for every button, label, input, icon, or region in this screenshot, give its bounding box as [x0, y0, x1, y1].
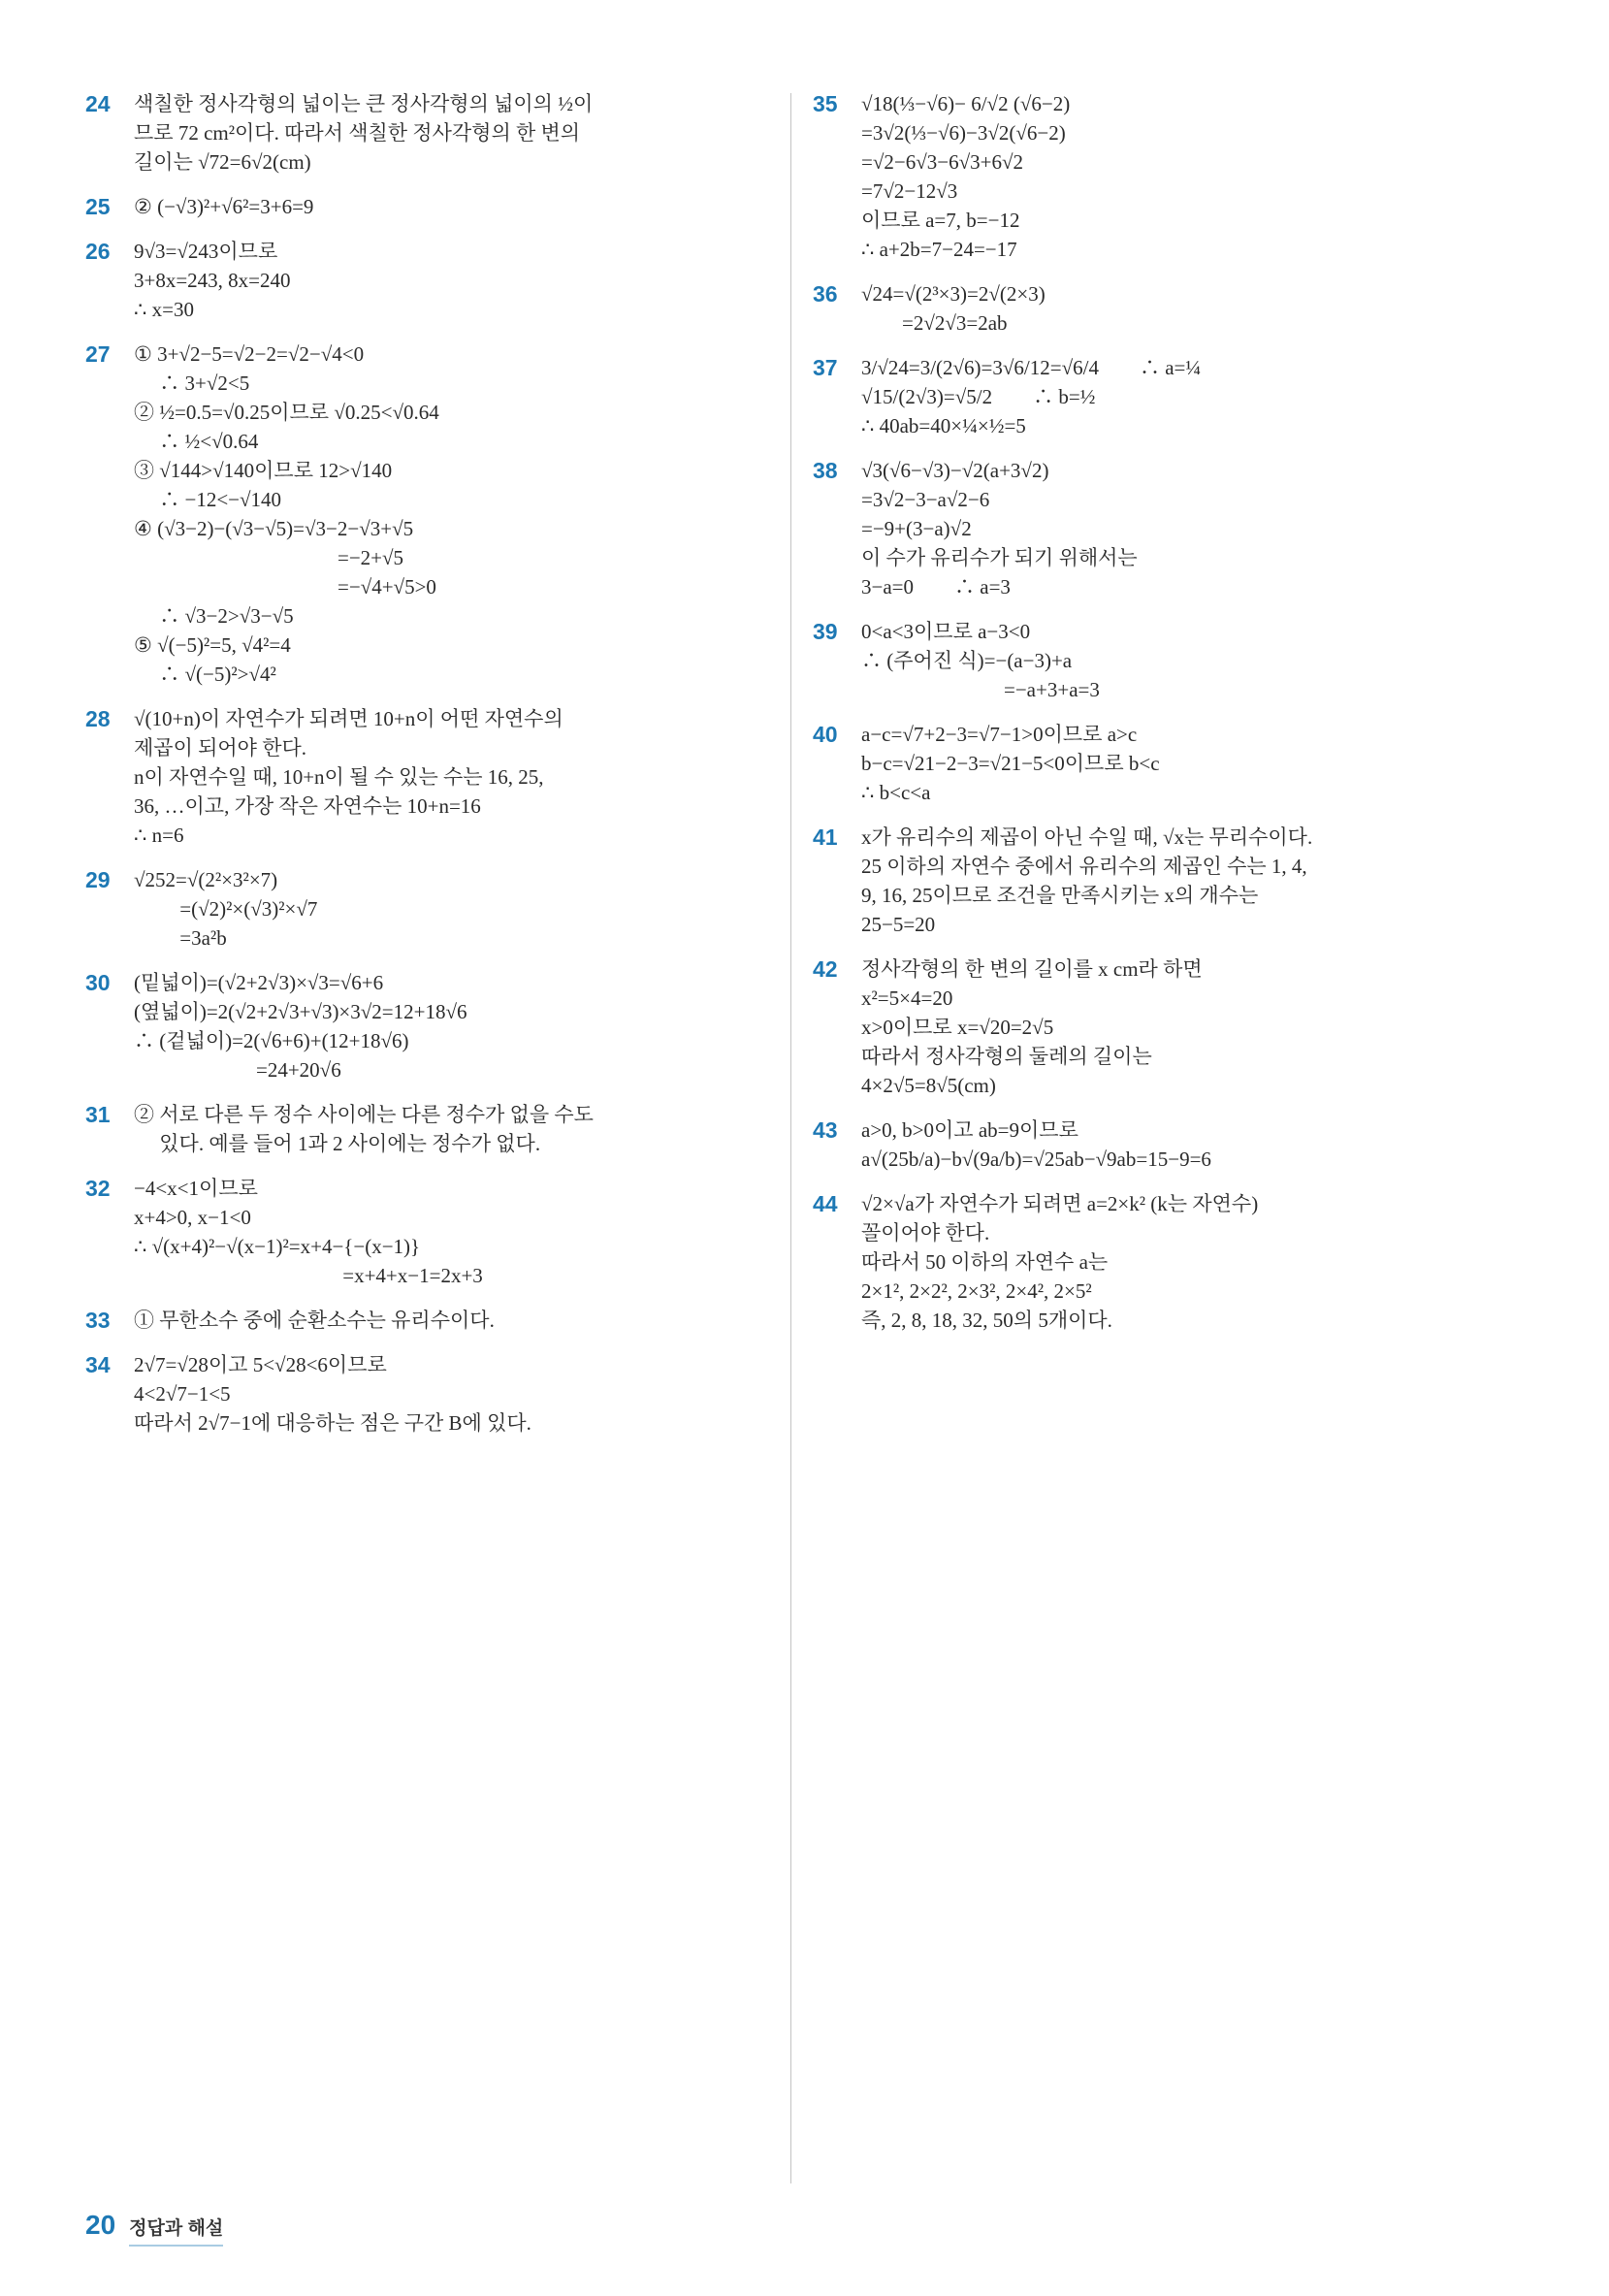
- solution-line: ② (−√3)²+√6²=3+6=9: [134, 195, 314, 218]
- solution-line: √(10+n)이 자연수가 되려면 10+n이 어떤 자연수의: [134, 707, 563, 730]
- solution-line: 2×1², 2×2², 2×3², 2×4², 2×5²: [861, 1279, 1092, 1303]
- problem-body: [134, 1100, 769, 1158]
- problem-number: 41: [813, 825, 838, 850]
- problem-body: [861, 1189, 1496, 1335]
- problem-43: [813, 1116, 1496, 1174]
- content-area: [85, 89, 1540, 2183]
- solution-line: =24+20√6: [134, 1058, 341, 1082]
- solution-line: 따라서 정사각형의 둘레의 길이는: [861, 1045, 1152, 1068]
- problem-number: 28: [85, 706, 111, 731]
- solution-line: ∴ x=30: [134, 298, 194, 321]
- problem-body: [134, 340, 769, 689]
- solution-line: a√(25b/a)−b√(9a/b)=√25ab−√9ab=15−9=6: [861, 1148, 1211, 1171]
- problem-number: 31: [85, 1102, 111, 1127]
- solution-line: =3√2(⅓−√6)−3√2(√6−2): [861, 121, 1066, 145]
- solution-line: ② 서로 다른 두 정수 사이에는 다른 정수가 없을 수도: [134, 1103, 594, 1126]
- problem-body: [134, 704, 769, 850]
- solution-line: 길이는 √72=6√2(cm): [134, 150, 311, 174]
- solution-line: 3/√24=3/(2√6)=3√6/12=√6/4 ∴ a=¼: [861, 356, 1202, 379]
- problem-38: [813, 456, 1496, 601]
- solution-line: √252=√(2²×3²×7): [134, 868, 278, 891]
- problem-body: [134, 865, 769, 953]
- problem-body: [134, 1174, 769, 1290]
- solution-line: 따라서 50 이하의 자연수 a는: [861, 1250, 1109, 1274]
- solution-line: ∴ √(−5)²>√4²: [134, 663, 276, 686]
- problem-28: [85, 704, 769, 850]
- problem-body: [861, 456, 1496, 601]
- solution-line: 꼴이어야 한다.: [861, 1221, 990, 1245]
- solution-line: ② ½=0.5=√0.25이므로 √0.25<√0.64: [134, 401, 439, 424]
- solution-line: ∴ (주어진 식)=−(a−3)+a: [861, 649, 1073, 672]
- problem-body: [861, 89, 1496, 264]
- problem-number: 39: [813, 619, 838, 644]
- problem-number: 29: [85, 867, 111, 892]
- solution-line: ∴ (겉넓이)=2(√6+6)+(12+18√6): [134, 1029, 409, 1052]
- problem-33: [85, 1306, 769, 1335]
- problem-body: [861, 720, 1496, 807]
- problem-number: 34: [85, 1352, 111, 1377]
- problem-number: 38: [813, 458, 838, 483]
- solution-line: 즉, 2, 8, 18, 32, 50의 5개이다.: [861, 1309, 1112, 1332]
- solution-line: ∴ a+2b=7−24=−17: [861, 238, 1017, 261]
- problem-32: [85, 1174, 769, 1290]
- solution-line: ① 3+√2−5=√2−2=√2−√4<0: [134, 342, 365, 366]
- solution-line: =3a²b: [134, 926, 227, 950]
- solution-line: ③ √144>√140이므로 12>√140: [134, 459, 393, 482]
- problem-31: [85, 1100, 769, 1158]
- solution-line: ∴ 3+√2<5: [134, 372, 250, 395]
- problem-26: [85, 237, 769, 324]
- problem-body: [861, 617, 1496, 704]
- problem-number: 35: [813, 91, 838, 116]
- solution-line: x가 유리수의 제곱이 아닌 수일 때, √x는 무리수이다.: [861, 825, 1313, 849]
- solution-line: ∴ 40ab=40×¼×½=5: [861, 414, 1026, 437]
- right-column: [813, 89, 1496, 1350]
- solution-line: =−2+√5: [134, 546, 404, 569]
- solution-line: =√2−6√3−6√3+6√2: [861, 150, 1023, 174]
- problem-37: [813, 353, 1496, 440]
- solution-line: =x+4+x−1=2x+3: [134, 1264, 483, 1287]
- solution-line: 제곱이 되어야 한다.: [134, 736, 307, 760]
- problem-number: 33: [85, 1308, 111, 1333]
- solution-line: ④ (√3−2)−(√3−√5)=√3−2−√3+√5: [134, 517, 414, 540]
- solution-line: √18(⅓−√6)− 6/√2 (√6−2): [861, 92, 1071, 115]
- solution-line: x²=5×4=20: [861, 986, 953, 1010]
- problem-24: [85, 89, 769, 177]
- problem-body: [134, 1306, 769, 1335]
- solution-line: 9, 16, 25이므로 조건을 만족시키는 x의 개수는: [861, 884, 1259, 907]
- problem-number: 42: [813, 956, 838, 982]
- problem-body: [134, 192, 769, 221]
- problem-number: 43: [813, 1117, 838, 1143]
- problem-number: 24: [85, 91, 111, 116]
- solution-line: =7√2−12√3: [861, 179, 958, 203]
- solution-line: ∴ √3−2>√3−√5: [134, 604, 294, 628]
- solution-line: ∴ −12<−√140: [134, 488, 282, 511]
- solution-line: b−c=√21−2−3=√21−5<0이므로 b<c: [861, 752, 1160, 775]
- solution-line: √3(√6−√3)−√2(a+3√2): [861, 459, 1049, 482]
- problem-number: 44: [813, 1191, 838, 1216]
- solution-line: =2√2√3=2ab: [861, 311, 1008, 335]
- solution-line: n이 자연수일 때, 10+n이 될 수 있는 수는 16, 25,: [134, 765, 544, 789]
- solution-line: ① 무한소수 중에 순환소수는 유리수이다.: [134, 1309, 495, 1332]
- solution-line: 2√7=√28이고 5<√28<6이므로: [134, 1353, 387, 1376]
- solution-line: x>0이므로 x=√20=2√5: [861, 1016, 1054, 1039]
- solution-line: 36, …이고, 가장 작은 자연수는 10+n=16: [134, 794, 481, 818]
- problem-number: 27: [85, 341, 111, 367]
- solution-line: 따라서 2√7−1에 대응하는 점은 구간 B에 있다.: [134, 1411, 531, 1435]
- solution-line: 25−5=20: [861, 913, 936, 936]
- column-divider: [790, 93, 791, 2183]
- problem-39: [813, 617, 1496, 704]
- solution-line: 므로 72 cm²이다. 따라서 색칠한 정사각형의 한 변의: [134, 121, 581, 145]
- solution-line: ∴ ½<√0.64: [134, 430, 259, 453]
- problem-number: 26: [85, 239, 111, 264]
- footer-label: 정답과 해설: [129, 2214, 223, 2247]
- solution-line: a>0, b>0이고 ab=9이므로: [861, 1118, 1078, 1142]
- problem-29: [85, 865, 769, 953]
- problem-number: 36: [813, 281, 838, 307]
- solution-line: √24=√(2³×3)=2√(2×3): [861, 282, 1046, 306]
- solution-line: =(√2)²×(√3)²×√7: [134, 897, 318, 921]
- solution-line: 정사각형의 한 변의 길이를 x cm라 하면: [861, 957, 1203, 981]
- page-footer: [85, 2210, 223, 2247]
- left-column: [85, 89, 769, 1453]
- solution-line: 4×2√5=8√5(cm): [861, 1074, 996, 1097]
- problem-36: [813, 279, 1496, 338]
- solution-line: (옆넓이)=2(√2+2√3+√3)×3√2=12+18√6: [134, 1000, 467, 1023]
- solution-line: =−√4+√5>0: [134, 575, 436, 598]
- problem-number: 30: [85, 970, 111, 995]
- problem-body: [134, 89, 769, 177]
- problem-25: [85, 192, 769, 221]
- problem-number: 37: [813, 355, 838, 380]
- solution-line: =−9+(3−a)√2: [861, 517, 972, 540]
- problem-40: [813, 720, 1496, 807]
- problem-body: [134, 237, 769, 324]
- solution-line: 있다. 예를 들어 1과 2 사이에는 정수가 없다.: [134, 1132, 541, 1155]
- solution-line: a−c=√7+2−3=√7−1>0이므로 a>c: [861, 723, 1138, 746]
- solution-line: 25 이하의 자연수 중에서 유리수의 제곱인 수는 1, 4,: [861, 855, 1307, 878]
- problem-body: [861, 279, 1496, 338]
- problem-42: [813, 954, 1496, 1100]
- problem-30: [85, 968, 769, 1084]
- solution-line: ∴ n=6: [134, 824, 184, 847]
- solution-line: 3−a=0 ∴ a=3: [861, 575, 1011, 598]
- solution-line: x+4>0, x−1<0: [134, 1206, 251, 1229]
- problem-number: 40: [813, 722, 838, 747]
- solution-line: 4<2√7−1<5: [134, 1382, 231, 1406]
- problem-41: [813, 823, 1496, 939]
- solution-line: (밑넓이)=(√2+2√3)×√3=√6+6: [134, 971, 384, 994]
- solution-line: 색칠한 정사각형의 넓이는 큰 정사각형의 넓이의 ½이: [134, 92, 594, 115]
- solution-line: 3+8x=243, 8x=240: [134, 269, 291, 292]
- problem-body: [134, 1350, 769, 1438]
- page-number: 20: [85, 2210, 116, 2240]
- solution-line: 0<a<3이므로 a−3<0: [861, 620, 1031, 643]
- problem-27: [85, 340, 769, 689]
- solution-line: 9√3=√243이므로: [134, 240, 278, 263]
- problem-body: [861, 353, 1496, 440]
- problem-34: [85, 1350, 769, 1438]
- problem-body: [861, 954, 1496, 1100]
- solution-line: ⑤ √(−5)²=5, √4²=4: [134, 633, 291, 657]
- problem-body: [861, 823, 1496, 939]
- problem-35: [813, 89, 1496, 264]
- solution-line: 이므로 a=7, b=−12: [861, 209, 1020, 232]
- problem-body: [861, 1116, 1496, 1174]
- solution-line: −4<x<1이므로: [134, 1177, 258, 1200]
- solution-line: √15/(2√3)=√5/2 ∴ b=½: [861, 385, 1096, 408]
- solution-line: ∴ b<c<a: [861, 781, 931, 804]
- problem-number: 25: [85, 194, 111, 219]
- solution-line: 이 수가 유리수가 되기 위해서는: [861, 546, 1138, 569]
- solution-line: √2×√a가 자연수가 되려면 a=2×k² (k는 자연수): [861, 1192, 1259, 1215]
- solution-line: =3√2−3−a√2−6: [861, 488, 990, 511]
- problem-body: [134, 968, 769, 1084]
- problem-44: [813, 1189, 1496, 1335]
- solution-line: ∴ √(x+4)²−√(x−1)²=x+4−{−(x−1)}: [134, 1235, 421, 1258]
- problem-number: 32: [85, 1176, 111, 1201]
- solution-line: =−a+3+a=3: [861, 678, 1100, 701]
